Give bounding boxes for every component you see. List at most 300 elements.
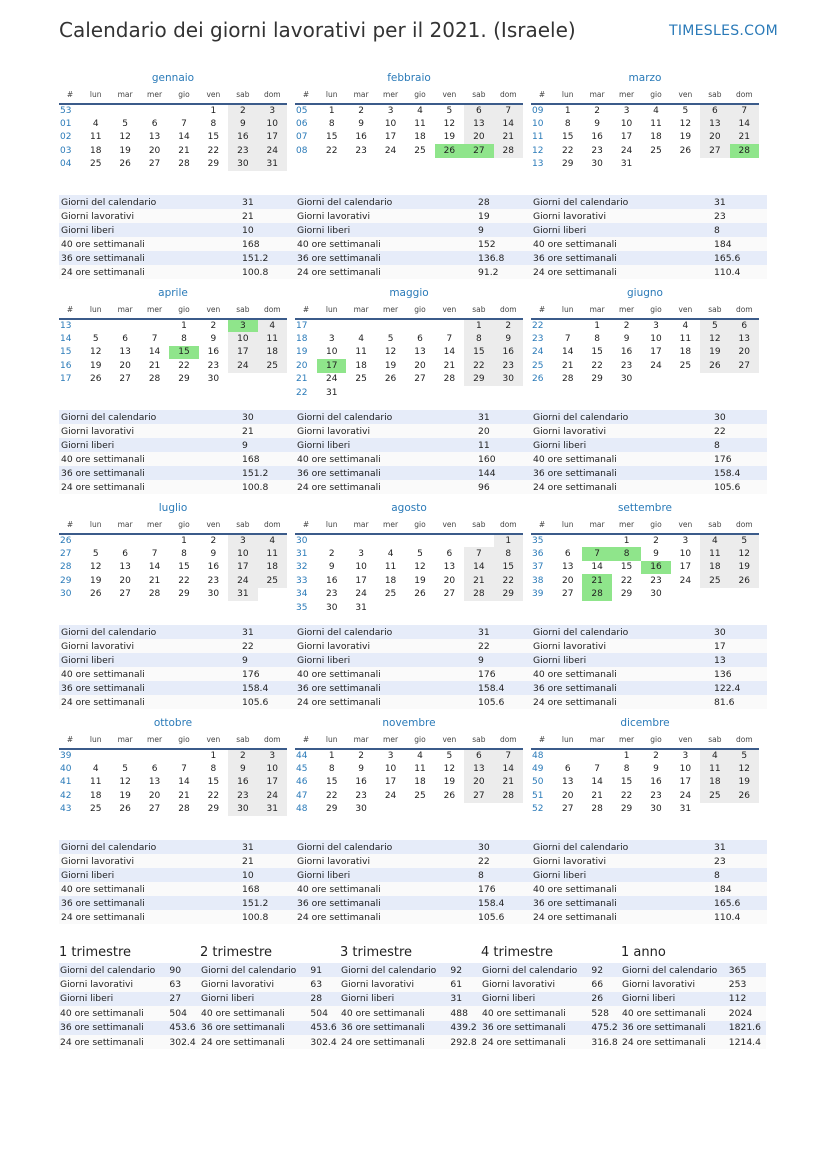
day-cell[interactable]: 6 — [730, 319, 759, 332]
day-cell[interactable]: 10 — [325, 347, 338, 358]
day-cell[interactable]: 26 — [384, 374, 397, 385]
day-cell[interactable]: 8 — [328, 119, 335, 130]
day-cell[interactable]: 7 — [494, 104, 523, 117]
day-cell[interactable]: 26 — [679, 145, 692, 156]
day-cell[interactable]: 9 — [228, 762, 257, 775]
day-cell[interactable]: 27 — [148, 159, 161, 170]
day-cell[interactable]: 27 — [414, 374, 426, 385]
day-cell[interactable]: 12 — [443, 764, 456, 775]
day-cell[interactable]: 12 — [414, 562, 426, 573]
day-cell[interactable]: 19 — [119, 145, 131, 156]
day-cell[interactable]: 25 — [355, 374, 367, 385]
day-cell[interactable]: 30 — [228, 803, 257, 816]
day-cell[interactable]: 7 — [594, 764, 600, 775]
day-cell[interactable]: 20 — [148, 790, 161, 801]
day-cell[interactable]: 8 — [564, 119, 571, 130]
day-cell[interactable]: 24 — [384, 790, 397, 801]
day-cell[interactable]: 26 — [443, 790, 456, 801]
day-cell[interactable]: 25 — [89, 804, 102, 815]
day-cell[interactable]: 20 — [561, 575, 574, 586]
day-cell[interactable]: 18 — [700, 776, 729, 789]
day-cell[interactable]: 24 — [258, 144, 287, 157]
day-cell[interactable]: 10 — [620, 119, 633, 130]
day-cell[interactable]: 17 — [258, 776, 287, 789]
day-cell[interactable]: 23 — [650, 575, 662, 586]
day-cell[interactable]: 4 — [417, 751, 423, 762]
day-cell[interactable]: 2 — [594, 106, 600, 117]
day-cell[interactable]: 21 — [582, 574, 611, 587]
day-cell[interactable]: 23 — [591, 145, 603, 156]
day-cell[interactable]: 30 — [620, 374, 633, 385]
day-cell[interactable]: 22 — [178, 575, 190, 586]
day-cell[interactable]: 15 — [169, 346, 198, 359]
day-cell[interactable]: 16 — [228, 776, 257, 789]
day-cell[interactable]: 25 — [414, 145, 426, 156]
day-cell[interactable]: 25 — [700, 789, 729, 802]
day-cell[interactable]: 4 — [417, 106, 423, 117]
day-cell[interactable]: 9 — [358, 764, 364, 775]
day-cell[interactable]: 1 — [594, 321, 600, 332]
day-cell[interactable]: 27 — [561, 804, 574, 815]
day-cell[interactable]: 3 — [682, 751, 689, 762]
day-cell[interactable]: 25 — [258, 359, 287, 372]
day-cell[interactable]: 15 — [464, 346, 493, 359]
day-cell[interactable]: 28 — [178, 804, 190, 815]
day-cell[interactable]: 22 — [207, 790, 220, 801]
day-cell[interactable]: 20 — [119, 360, 131, 371]
day-cell[interactable]: 6 — [122, 549, 128, 560]
day-cell[interactable]: 27 — [561, 589, 574, 600]
day-cell[interactable]: 10 — [679, 764, 692, 775]
day-cell[interactable]: 28 — [148, 589, 161, 600]
day-cell[interactable]: 16 — [591, 132, 603, 143]
day-cell[interactable]: 27 — [464, 144, 493, 157]
day-cell[interactable]: 2 — [210, 321, 217, 332]
day-cell[interactable]: 27 — [464, 789, 493, 802]
day-cell[interactable]: 24 — [325, 374, 338, 385]
day-cell[interactable]: 13 — [700, 117, 729, 130]
day-cell[interactable]: 26 — [730, 789, 759, 802]
day-cell[interactable]: 3 — [653, 321, 659, 332]
day-cell[interactable]: 7 — [446, 334, 453, 345]
day-cell[interactable]: 14 — [148, 347, 161, 358]
day-cell[interactable]: 4 — [387, 549, 394, 560]
day-cell[interactable]: 29 — [207, 159, 220, 170]
day-cell[interactable]: 19 — [414, 575, 426, 586]
day-cell[interactable]: 14 — [561, 347, 574, 358]
day-cell[interactable]: 24 — [679, 790, 692, 801]
day-cell[interactable]: 3 — [228, 534, 257, 547]
day-cell[interactable]: 1 — [210, 106, 217, 117]
day-cell[interactable]: 21 — [494, 776, 523, 789]
day-cell[interactable]: 13 — [561, 777, 574, 788]
day-cell[interactable]: 5 — [387, 334, 394, 345]
day-cell[interactable]: 10 — [650, 334, 662, 345]
day-cell[interactable]: 17 — [258, 131, 287, 144]
day-cell[interactable]: 18 — [700, 561, 729, 574]
day-cell[interactable]: 14 — [591, 562, 603, 573]
day-cell[interactable]: 10 — [384, 119, 397, 130]
day-cell[interactable]: 15 — [591, 347, 603, 358]
day-cell[interactable]: 13 — [464, 117, 493, 130]
day-cell[interactable]: 9 — [228, 117, 257, 130]
day-cell[interactable]: 19 — [730, 561, 759, 574]
day-cell[interactable]: 20 — [464, 131, 493, 144]
day-cell[interactable]: 7 — [181, 764, 187, 775]
day-cell[interactable]: 2 — [328, 549, 335, 560]
day-cell[interactable]: 7 — [151, 334, 158, 345]
day-cell[interactable]: 18 — [384, 575, 397, 586]
day-cell[interactable]: 25 — [89, 159, 102, 170]
day-cell[interactable]: 23 — [620, 360, 633, 371]
day-cell[interactable]: 30 — [494, 373, 523, 386]
day-cell[interactable]: 24 — [355, 589, 367, 600]
day-cell[interactable]: 9 — [210, 549, 217, 560]
day-cell[interactable]: 8 — [612, 547, 641, 560]
day-cell[interactable]: 23 — [228, 789, 257, 802]
day-cell[interactable]: 29 — [325, 804, 338, 815]
day-cell[interactable]: 14 — [178, 132, 190, 143]
day-cell[interactable]: 16 — [494, 346, 523, 359]
day-cell[interactable]: 23 — [228, 144, 257, 157]
day-cell[interactable]: 22 — [561, 145, 574, 156]
day-cell[interactable]: 28 — [591, 804, 603, 815]
day-cell[interactable]: 22 — [178, 360, 190, 371]
day-cell[interactable]: 24 — [258, 789, 287, 802]
day-cell[interactable]: 18 — [258, 346, 287, 359]
day-cell[interactable]: 11 — [700, 547, 729, 560]
day-cell[interactable]: 27 — [700, 144, 729, 157]
day-cell[interactable]: 6 — [151, 764, 158, 775]
day-cell[interactable]: 14 — [730, 117, 759, 130]
day-cell[interactable]: 24 — [384, 145, 397, 156]
day-cell[interactable]: 29 — [620, 804, 633, 815]
day-cell[interactable]: 27 — [443, 589, 456, 600]
day-cell[interactable]: 12 — [730, 762, 759, 775]
day-cell[interactable]: 5 — [92, 549, 99, 560]
day-cell[interactable]: 21 — [148, 575, 161, 586]
day-cell[interactable]: 5 — [92, 334, 99, 345]
day-cell[interactable]: 26 — [119, 804, 131, 815]
day-cell[interactable]: 1 — [464, 319, 493, 332]
day-cell[interactable]: 26 — [119, 159, 131, 170]
day-cell[interactable]: 2 — [494, 319, 523, 332]
day-cell[interactable]: 28 — [178, 159, 190, 170]
day-cell[interactable]: 11 — [650, 119, 662, 130]
day-cell[interactable]: 6 — [446, 549, 453, 560]
day-cell[interactable]: 21 — [464, 574, 493, 587]
day-cell[interactable]: 29 — [494, 588, 523, 601]
day-cell[interactable]: 21 — [148, 360, 161, 371]
day-cell[interactable]: 11 — [679, 334, 692, 345]
day-cell[interactable]: 18 — [414, 777, 426, 788]
brand-link[interactable]: TIMESLES.COM — [669, 23, 778, 39]
day-cell[interactable]: 5 — [446, 106, 453, 117]
day-cell[interactable]: 23 — [355, 145, 367, 156]
day-cell[interactable]: 11 — [414, 119, 426, 130]
day-cell[interactable]: 29 — [591, 374, 603, 385]
day-cell[interactable]: 13 — [119, 562, 131, 573]
day-cell[interactable]: 5 — [730, 534, 759, 547]
day-cell[interactable]: 12 — [119, 132, 131, 143]
day-cell[interactable]: 12 — [730, 547, 759, 560]
day-cell[interactable]: 26 — [89, 589, 102, 600]
day-cell[interactable]: 11 — [89, 132, 102, 143]
day-cell[interactable]: 8 — [181, 549, 187, 560]
day-cell[interactable]: 13 — [730, 332, 759, 345]
day-cell[interactable]: 21 — [178, 145, 190, 156]
day-cell[interactable]: 1 — [623, 751, 630, 762]
day-cell[interactable]: 4 — [700, 534, 729, 547]
day-cell[interactable]: 16 — [355, 132, 367, 143]
day-cell[interactable]: 9 — [358, 119, 364, 130]
day-cell[interactable]: 15 — [207, 777, 220, 788]
day-cell[interactable]: 22 — [325, 790, 338, 801]
day-cell[interactable]: 28 — [494, 789, 523, 802]
day-cell[interactable]: 25 — [700, 574, 729, 587]
day-cell[interactable]: 30 — [325, 602, 338, 613]
day-cell[interactable]: 4 — [653, 106, 659, 117]
day-cell[interactable]: 5 — [122, 764, 128, 775]
day-cell[interactable]: 2 — [653, 536, 659, 547]
day-cell[interactable]: 22 — [620, 575, 633, 586]
day-cell[interactable]: 29 — [178, 589, 190, 600]
day-cell[interactable]: 1 — [328, 106, 335, 117]
day-cell[interactable]: 23 — [494, 359, 523, 372]
day-cell[interactable]: 14 — [443, 347, 456, 358]
day-cell[interactable]: 15 — [325, 132, 338, 143]
day-cell[interactable]: 30 — [207, 589, 220, 600]
day-cell[interactable]: 15 — [494, 561, 523, 574]
day-cell[interactable]: 19 — [89, 360, 102, 371]
day-cell[interactable]: 14 — [494, 117, 523, 130]
day-cell[interactable]: 9 — [328, 562, 335, 573]
day-cell[interactable]: 1 — [494, 534, 523, 547]
day-cell[interactable]: 13 — [148, 132, 161, 143]
day-cell[interactable]: 16 — [207, 562, 220, 573]
day-cell[interactable]: 21 — [561, 360, 574, 371]
day-cell[interactable]: 16 — [207, 347, 220, 358]
day-cell[interactable]: 28 — [730, 144, 759, 157]
day-cell[interactable]: 20 — [443, 575, 456, 586]
day-cell[interactable]: 3 — [387, 751, 394, 762]
day-cell[interactable]: 7 — [582, 547, 611, 560]
day-cell[interactable]: 19 — [89, 575, 102, 586]
day-cell[interactable]: 23 — [325, 589, 338, 600]
day-cell[interactable]: 26 — [414, 589, 426, 600]
day-cell[interactable]: 14 — [494, 762, 523, 775]
day-cell[interactable]: 3 — [358, 549, 364, 560]
day-cell[interactable]: 4 — [700, 749, 729, 762]
day-cell[interactable]: 13 — [119, 347, 131, 358]
day-cell[interactable]: 20 — [561, 790, 574, 801]
day-cell[interactable]: 25 — [384, 589, 397, 600]
day-cell[interactable]: 12 — [443, 119, 456, 130]
day-cell[interactable]: 15 — [325, 777, 338, 788]
day-cell[interactable]: 11 — [258, 332, 287, 345]
day-cell[interactable]: 1 — [210, 751, 217, 762]
day-cell[interactable]: 20 — [414, 360, 426, 371]
day-cell[interactable]: 31 — [258, 803, 287, 816]
day-cell[interactable]: 26 — [435, 144, 464, 157]
day-cell[interactable]: 4 — [92, 119, 99, 130]
day-cell[interactable]: 18 — [414, 132, 426, 143]
day-cell[interactable]: 20 — [464, 776, 493, 789]
day-cell[interactable]: 18 — [258, 561, 287, 574]
day-cell[interactable]: 8 — [494, 547, 523, 560]
day-cell[interactable]: 7 — [181, 119, 187, 130]
day-cell[interactable]: 19 — [384, 360, 397, 371]
day-cell[interactable]: 10 — [679, 549, 692, 560]
day-cell[interactable]: 10 — [355, 562, 367, 573]
day-cell[interactable]: 6 — [417, 334, 423, 345]
day-cell[interactable]: 24 — [650, 360, 662, 371]
day-cell[interactable]: 28 — [582, 588, 611, 601]
day-cell[interactable]: 22 — [591, 360, 603, 371]
day-cell[interactable]: 2 — [210, 536, 217, 547]
day-cell[interactable]: 31 — [258, 158, 287, 171]
day-cell[interactable]: 17 — [317, 359, 346, 372]
day-cell[interactable]: 23 — [355, 790, 367, 801]
day-cell[interactable]: 8 — [210, 119, 217, 130]
day-cell[interactable]: 15 — [178, 562, 190, 573]
day-cell[interactable]: 30 — [355, 804, 367, 815]
day-cell[interactable]: 28 — [494, 144, 523, 157]
day-cell[interactable]: 16 — [355, 777, 367, 788]
day-cell[interactable]: 12 — [700, 332, 729, 345]
day-cell[interactable]: 27 — [148, 804, 161, 815]
day-cell[interactable]: 26 — [89, 374, 102, 385]
day-cell[interactable]: 28 — [148, 374, 161, 385]
day-cell[interactable]: 18 — [89, 790, 102, 801]
day-cell[interactable]: 21 — [178, 790, 190, 801]
day-cell[interactable]: 1 — [623, 536, 630, 547]
day-cell[interactable]: 18 — [355, 360, 367, 371]
day-cell[interactable]: 10 — [228, 332, 257, 345]
day-cell[interactable]: 19 — [119, 790, 131, 801]
day-cell[interactable]: 1 — [564, 106, 571, 117]
day-cell[interactable]: 30 — [207, 374, 220, 385]
day-cell[interactable]: 10 — [228, 547, 257, 560]
day-cell[interactable]: 19 — [443, 777, 456, 788]
day-cell[interactable]: 17 — [384, 132, 397, 143]
day-cell[interactable]: 31 — [228, 588, 257, 601]
day-cell[interactable]: 15 — [561, 132, 574, 143]
day-cell[interactable]: 29 — [620, 589, 633, 600]
day-cell[interactable]: 11 — [258, 547, 287, 560]
day-cell[interactable]: 8 — [210, 764, 217, 775]
day-cell[interactable]: 3 — [228, 319, 257, 332]
day-cell[interactable]: 27 — [119, 589, 131, 600]
day-cell[interactable]: 17 — [679, 777, 692, 788]
day-cell[interactable]: 25 — [650, 145, 662, 156]
day-cell[interactable]: 17 — [355, 575, 367, 586]
day-cell[interactable]: 7 — [494, 749, 523, 762]
day-cell[interactable]: 4 — [358, 334, 364, 345]
day-cell[interactable]: 14 — [591, 777, 603, 788]
day-cell[interactable]: 13 — [443, 562, 456, 573]
day-cell[interactable]: 20 — [700, 131, 729, 144]
day-cell[interactable]: 2 — [358, 751, 364, 762]
day-cell[interactable]: 14 — [464, 561, 493, 574]
day-cell[interactable]: 11 — [384, 562, 397, 573]
day-cell[interactable]: 22 — [494, 574, 523, 587]
day-cell[interactable]: 9 — [210, 334, 217, 345]
day-cell[interactable]: 24 — [620, 145, 633, 156]
day-cell[interactable]: 22 — [325, 145, 338, 156]
day-cell[interactable]: 30 — [650, 589, 662, 600]
day-cell[interactable]: 21 — [591, 790, 603, 801]
day-cell[interactable]: 19 — [679, 132, 692, 143]
day-cell[interactable]: 27 — [119, 374, 131, 385]
day-cell[interactable]: 30 — [591, 159, 603, 170]
day-cell[interactable]: 6 — [464, 104, 493, 117]
day-cell[interactable]: 4 — [258, 319, 287, 332]
day-cell[interactable]: 9 — [594, 119, 600, 130]
day-cell[interactable]: 21 — [494, 131, 523, 144]
day-cell[interactable]: 5 — [730, 749, 759, 762]
day-cell[interactable]: 8 — [594, 334, 600, 345]
day-cell[interactable]: 2 — [653, 751, 659, 762]
day-cell[interactable]: 16 — [641, 561, 670, 574]
day-cell[interactable]: 4 — [258, 534, 287, 547]
day-cell[interactable]: 16 — [620, 347, 633, 358]
day-cell[interactable]: 28 — [443, 374, 456, 385]
day-cell[interactable]: 22 — [464, 359, 493, 372]
day-cell[interactable]: 24 — [228, 574, 257, 587]
day-cell[interactable]: 17 — [384, 777, 397, 788]
day-cell[interactable]: 18 — [650, 132, 662, 143]
day-cell[interactable]: 6 — [564, 549, 571, 560]
day-cell[interactable]: 31 — [620, 159, 633, 170]
day-cell[interactable]: 4 — [682, 321, 689, 332]
day-cell[interactable]: 2 — [358, 106, 364, 117]
day-cell[interactable]: 6 — [122, 334, 128, 345]
day-cell[interactable]: 31 — [355, 602, 367, 613]
day-cell[interactable]: 6 — [464, 749, 493, 762]
day-cell[interactable]: 24 — [679, 575, 692, 586]
day-cell[interactable]: 13 — [414, 347, 426, 358]
day-cell[interactable]: 16 — [228, 131, 257, 144]
day-cell[interactable]: 1 — [328, 751, 335, 762]
day-cell[interactable]: 1 — [181, 321, 187, 332]
day-cell[interactable]: 28 — [464, 588, 493, 601]
day-cell[interactable]: 9 — [653, 764, 659, 775]
day-cell[interactable]: 13 — [464, 762, 493, 775]
day-cell[interactable]: 23 — [207, 575, 220, 586]
day-cell[interactable]: 12 — [679, 119, 692, 130]
day-cell[interactable]: 6 — [700, 104, 729, 117]
day-cell[interactable]: 22 — [207, 145, 220, 156]
day-cell[interactable]: 8 — [623, 764, 630, 775]
day-cell[interactable]: 20 — [730, 346, 759, 359]
day-cell[interactable]: 6 — [151, 119, 158, 130]
day-cell[interactable]: 8 — [181, 334, 187, 345]
day-cell[interactable]: 8 — [328, 764, 335, 775]
day-cell[interactable]: 22 — [620, 790, 633, 801]
day-cell[interactable]: 11 — [89, 777, 102, 788]
day-cell[interactable]: 16 — [650, 777, 662, 788]
day-cell[interactable]: 14 — [148, 562, 161, 573]
day-cell[interactable]: 27 — [730, 359, 759, 372]
day-cell[interactable]: 5 — [700, 319, 729, 332]
day-cell[interactable]: 2 — [623, 321, 630, 332]
day-cell[interactable]: 11 — [700, 762, 729, 775]
day-cell[interactable]: 9 — [653, 549, 659, 560]
day-cell[interactable]: 3 — [258, 749, 287, 762]
day-cell[interactable]: 31 — [679, 804, 692, 815]
day-cell[interactable]: 21 — [730, 131, 759, 144]
